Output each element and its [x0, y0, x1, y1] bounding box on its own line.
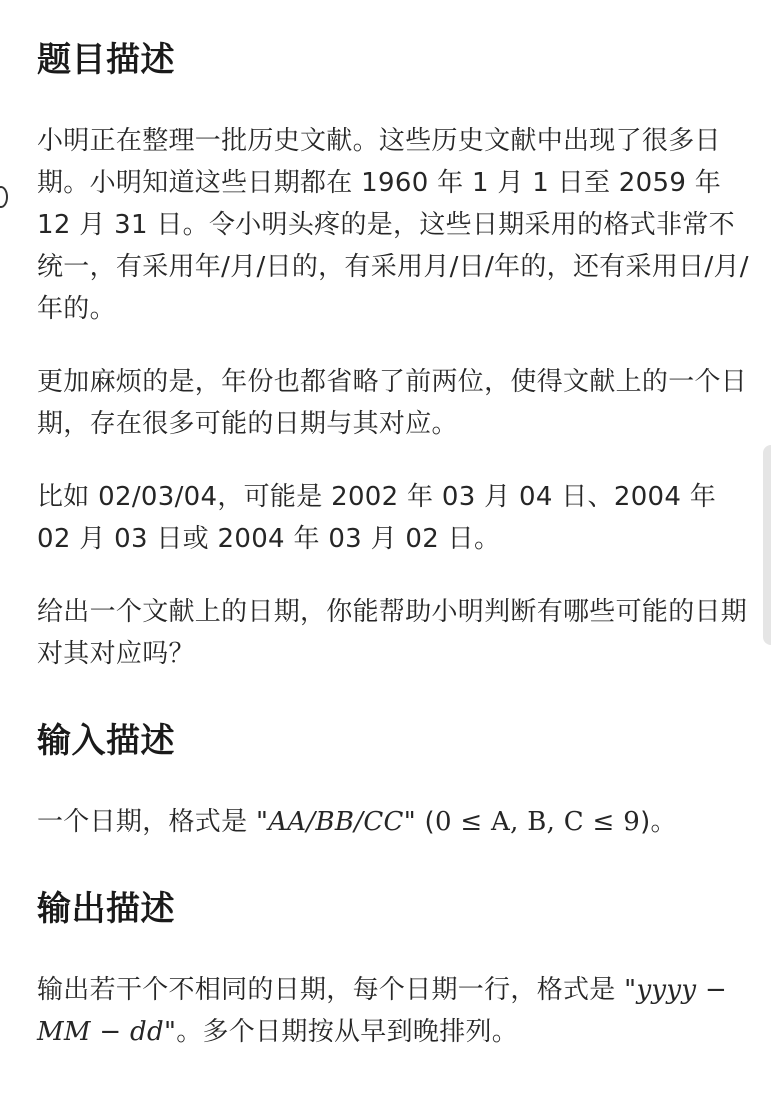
input-description-heading: 输入描述 — [37, 721, 175, 761]
input-text-after: )。 — [640, 807, 677, 837]
problem-paragraph-4: 给出一个文献上的日期，你能帮助小明判断有哪些可能的日期对其对应吗？ — [37, 597, 748, 669]
problem-paragraph-1: 小明正在整理一批历史文献。这些历史文献中出现了很多日期。小明知道这些日期都在 1960 年 1 月 1 日至 2059 年 12 月 31 日。令小明头疼的是，这些日期采用的格式非常不统一，有采用年/月/日的，有采用月/日/年的，还有采用日/月/年的。 — [37, 126, 749, 324]
input-text-before: 一个日期，格式是 " — [37, 807, 269, 837]
input-description-text — [37, 801, 749, 843]
output-format-math: yyyy − MM − dd — [37, 975, 728, 1047]
input-range-math: 0 ≤ A, B, C ≤ 9 — [435, 807, 641, 837]
output-text-before: 输出若干个不相同的日期，每个日期一行，格式是 " — [37, 975, 637, 1005]
problem-content — [37, 38, 749, 1053]
output-text-after: "。多个日期按从早到晚排列。 — [163, 1017, 519, 1047]
problem-paragraph-3: 比如 02/03/04，可能是 2002 年 03 月 04 日、2004 年 02 月 03 日或 2004 年 03 月 02 日。 — [37, 482, 717, 554]
output-description-heading: 输出描述 — [37, 889, 175, 929]
side-scroll-handle[interactable] — [763, 445, 771, 645]
input-text-middle: " ( — [403, 807, 435, 837]
problem-paragraph-2: 更加麻烦的是，年份也都省略了前两位，使得文献上的一个日期，存在很多可能的日期与其对应。 — [37, 367, 748, 439]
problem-description-heading: 题目描述 — [37, 40, 175, 80]
input-format-math: AA/BB/CC — [268, 807, 404, 837]
output-description-text — [37, 969, 749, 1053]
edge-artifact — [0, 186, 8, 208]
